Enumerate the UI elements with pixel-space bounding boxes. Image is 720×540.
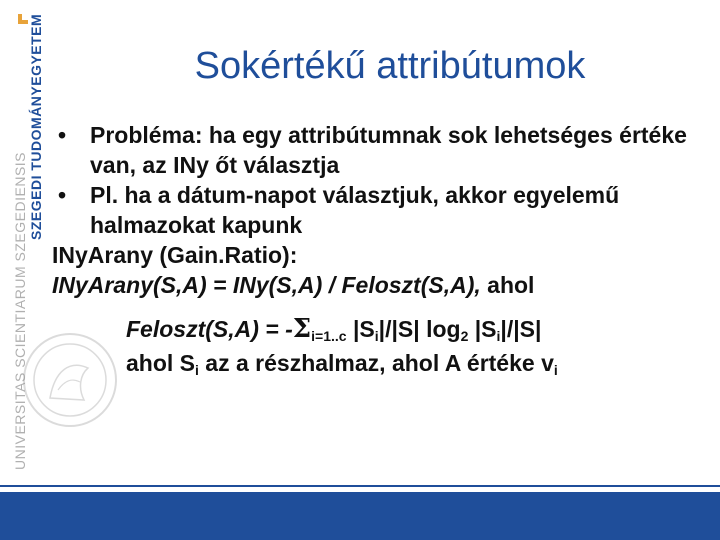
slide-title: Sokértékű attribútumok: [194, 45, 586, 87]
subscript: i: [496, 328, 501, 344]
gainratio-heading: INyArany (Gain.Ratio):: [52, 242, 298, 268]
explanation-part: ahol S: [126, 350, 196, 376]
subscript: i: [195, 362, 199, 378]
footer-divider: [0, 485, 720, 487]
university-name-vertical: SZEGEDI TUDOMÁNYEGYETEM: [28, 13, 44, 240]
bullet-text: Pl. ha a dátum-napot választjuk, akkor egyelemű halmazokat kapunk: [90, 182, 620, 238]
split-formula-explanation: [52, 348, 717, 378]
bullet-marker: •: [58, 122, 67, 148]
bullet-item: [52, 180, 717, 240]
split-formula-lhs: Feloszt(S,A) = -: [126, 316, 293, 342]
subscript: i: [374, 328, 379, 344]
split-formula-part: |/|S| log: [378, 316, 461, 342]
gainratio-formula-italic: INyArany(S,A) = INy(S,A) / Feloszt(S,A),: [52, 272, 481, 298]
bullet-text: Probléma: ha egy attribútumnak sok lehetséges értéke van, az INy őt választja: [90, 122, 687, 178]
sigma-range: i=1..c: [311, 328, 347, 344]
split-formula-part: |S: [468, 316, 497, 342]
gainratio-formula: [52, 270, 717, 300]
university-latin-name-vertical: UNIVERSITAS SCIENTIARUM SZEGEDIENSIS: [12, 151, 28, 470]
slide-body: [52, 120, 717, 378]
footer-bar: [0, 492, 720, 540]
subscript: i: [553, 362, 558, 378]
split-formula-part: |S: [346, 316, 375, 342]
gainratio-formula-rest: ahol: [480, 272, 535, 298]
bullet-marker: •: [58, 182, 67, 208]
bullet-item: [52, 120, 717, 180]
explanation-part: az a részhalmaz, ahol A értéke v: [198, 350, 554, 376]
subscript: 2: [460, 328, 469, 344]
split-formula: [52, 314, 717, 344]
sigma-symbol: Σ: [292, 314, 312, 344]
split-formula-part: |/|S|: [500, 316, 542, 342]
